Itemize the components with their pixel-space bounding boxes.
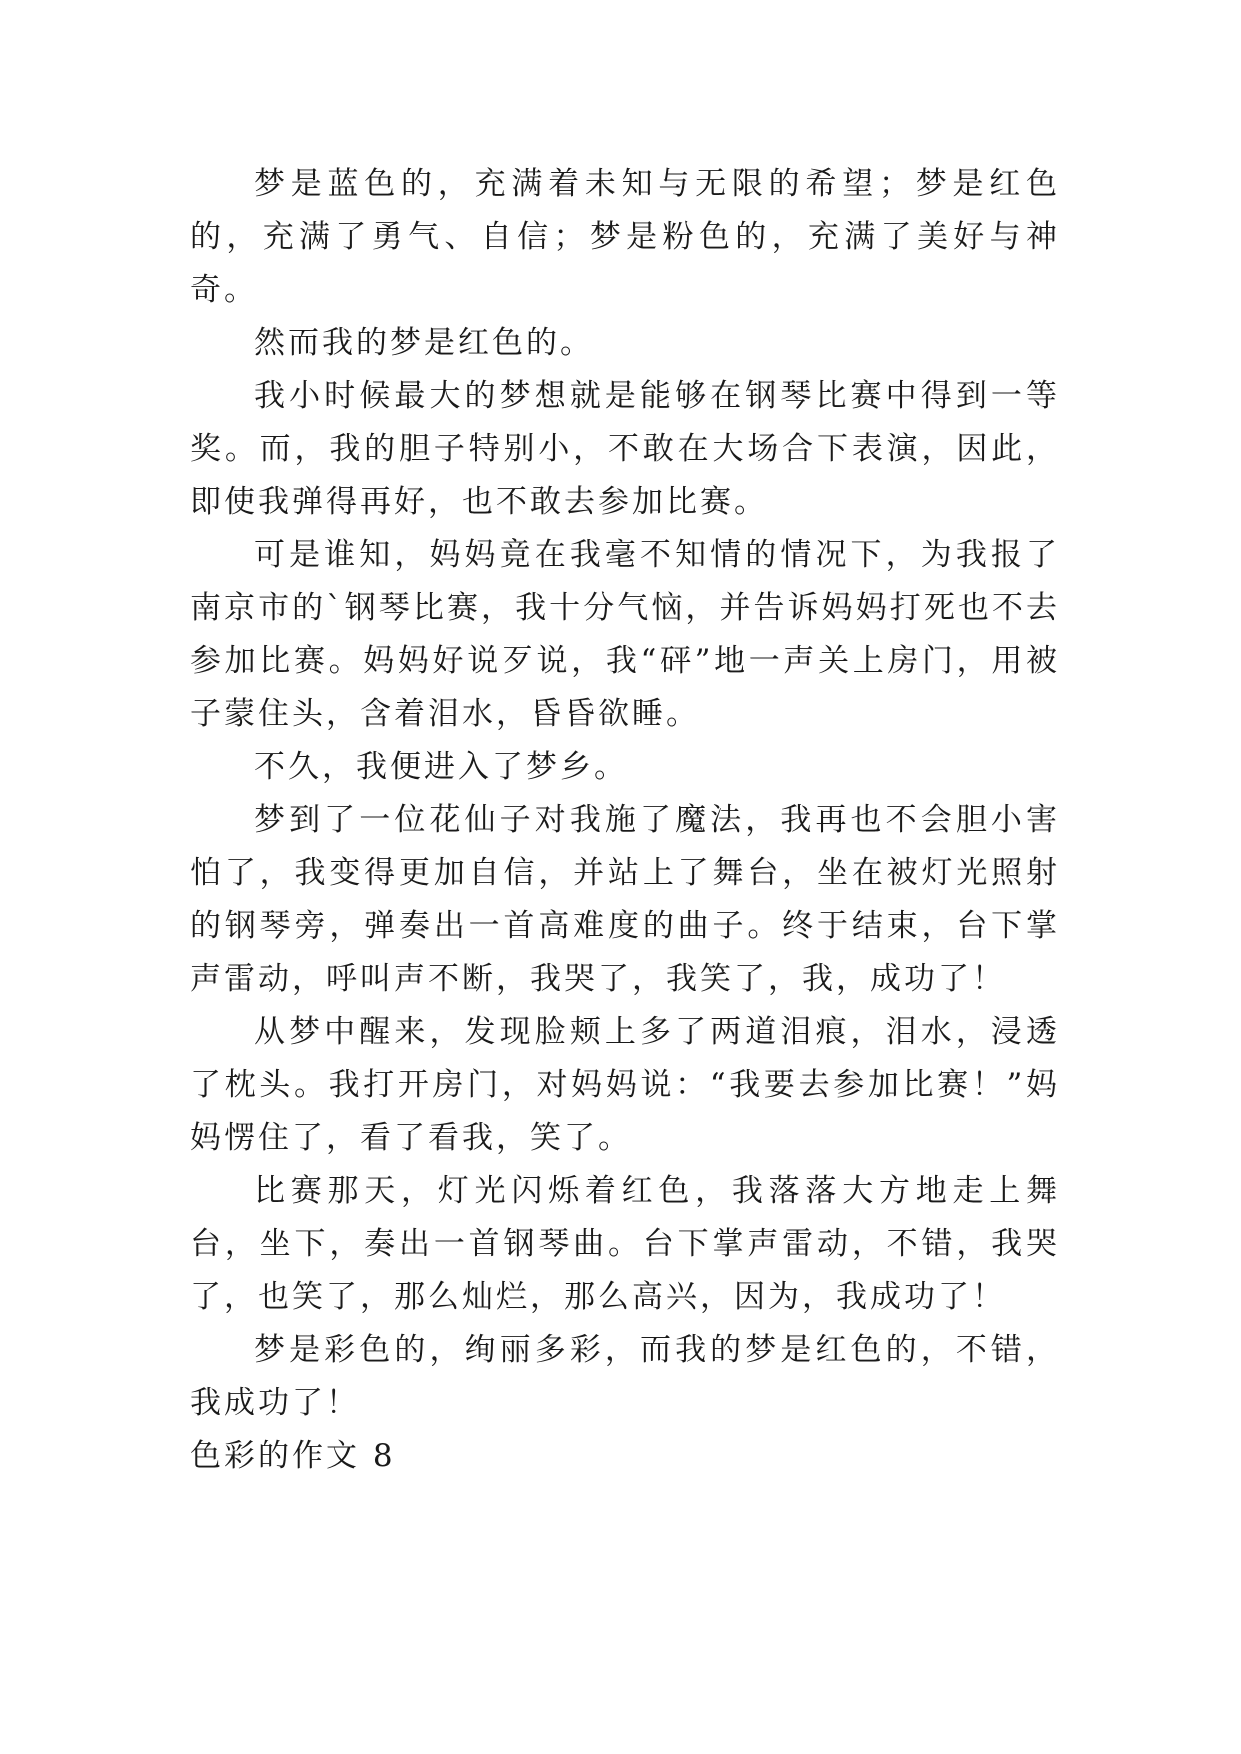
paragraph: 梦到了一位花仙子对我施了魔法，我再也不会胆小害怕了，我变得更加自信，并站上了舞台，坐在被灯光照射的钢琴旁，弹奏出一首高难度的曲子。终于结束，台下掌声雷动，呼叫声不断，我哭了，我笑了，我，成功了！: [190, 802, 1060, 997]
paragraph: 不久，我便进入了梦乡。: [254, 749, 628, 785]
paragraph: 梦是蓝色的，充满着未知与无限的希望；梦是红色的，充满了勇气、自信；梦是粉色的，充满了美好与神奇。: [190, 166, 1060, 308]
paragraph: 从梦中醒来，发现脸颊上多了两道泪痕，泪水，浸透了枕头。我打开房门，对妈妈说：“我要去参加比赛！”妈妈愣住了，看了看我，笑了。: [190, 1014, 1060, 1156]
document-page: [190, 158, 1060, 1483]
paragraph: 梦是彩色的，绚丽多彩，而我的梦是红色的，不错，我成功了！: [190, 1332, 1060, 1421]
paragraph: 可是谁知，妈妈竟在我毫不知情的情况下，为我报了南京市的`钢琴比赛，我十分气恼，并告诉妈妈打死也不去参加比赛。妈妈好说歹说，我“砰”地一声关上房门，用被子蒙住头，含着泪水，昏昏欲睡。: [190, 537, 1060, 732]
paragraph: 我小时候最大的梦想就是能够在钢琴比赛中得到一等奖。而，我的胆子特别小，不敢在大场合下表演，因此，即使我弹得再好，也不敢去参加比赛。: [190, 378, 1060, 520]
paragraph: 然而我的梦是红色的。: [254, 325, 594, 361]
section-heading: 色彩的作文 8: [190, 1438, 396, 1474]
paragraph: 比赛那天，灯光闪烁着红色，我落落大方地走上舞台，坐下，奏出一首钢琴曲。台下掌声雷动，不错，我哭了，也笑了，那么灿烂，那么高兴，因为，我成功了！: [190, 1173, 1060, 1315]
